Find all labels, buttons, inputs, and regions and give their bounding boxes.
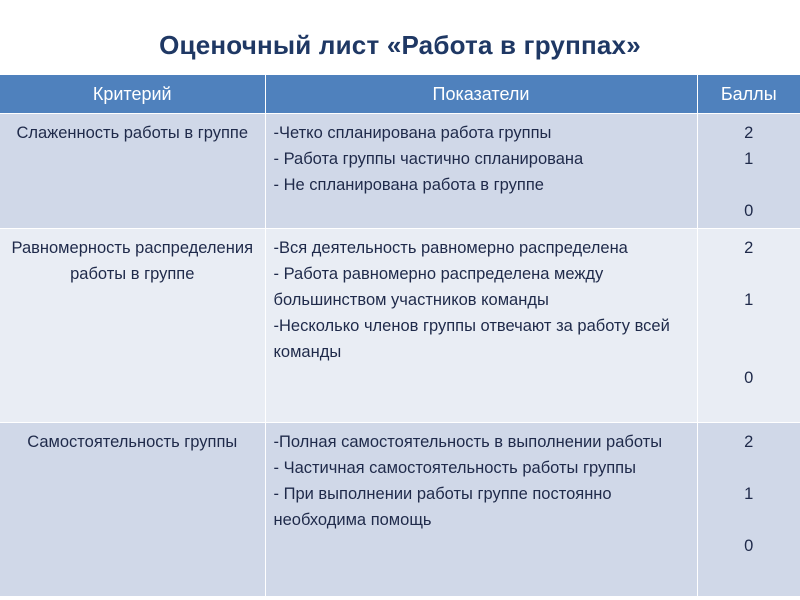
indicators-cell	[265, 423, 697, 597]
evaluation-table	[0, 75, 800, 596]
indicator-item: -Несколько членов группы отвечают за работу всей команды	[273, 317, 670, 361]
score-value: 1	[744, 291, 754, 309]
scores-cell	[697, 229, 800, 423]
score-value: 0	[744, 369, 754, 387]
indicator-item: -Полная самостоятельность в выполнении работы	[273, 433, 663, 451]
criterion-cell: Самостоятельность группы	[0, 423, 265, 597]
score-value: 1	[744, 150, 754, 168]
score-value: 2	[744, 124, 754, 142]
score-value: 0	[744, 202, 754, 220]
indicators-cell	[265, 229, 697, 423]
indicator-item: - Не спланирована работа в группе	[273, 176, 544, 194]
table-row	[0, 423, 800, 597]
page-title: Оценочный лист «Работа в группах»	[159, 30, 641, 60]
header-scores: Баллы	[697, 75, 800, 114]
scores-cell	[697, 423, 800, 597]
indicator-item: - Работа равномерно распределена между большинством участников команды	[273, 265, 604, 309]
table-header-row	[0, 75, 800, 114]
score-value: 2	[744, 239, 754, 257]
score-value: 2	[744, 433, 754, 451]
indicators-cell	[265, 114, 697, 229]
table-row	[0, 114, 800, 229]
indicator-item: -Четко спланирована работа группы	[273, 124, 552, 142]
table-row	[0, 229, 800, 423]
criterion-cell: Равномерность распределения работы в группе	[0, 229, 265, 423]
indicator-item: -Вся деятельность равномерно распределена	[273, 239, 628, 257]
score-value: 1	[744, 485, 754, 503]
header-indicators: Показатели	[265, 75, 697, 114]
indicator-item: - Работа группы частично спланирована	[273, 150, 584, 168]
criterion-cell: Слаженность работы в группе	[0, 114, 265, 229]
indicator-item: - При выполнении работы группе постоянно необходима помощь	[273, 485, 612, 529]
indicator-item: - Частичная самостоятельность работы группы	[273, 459, 636, 477]
score-value: 0	[744, 537, 754, 555]
header-criterion: Критерий	[0, 75, 265, 114]
scores-cell	[697, 114, 800, 229]
